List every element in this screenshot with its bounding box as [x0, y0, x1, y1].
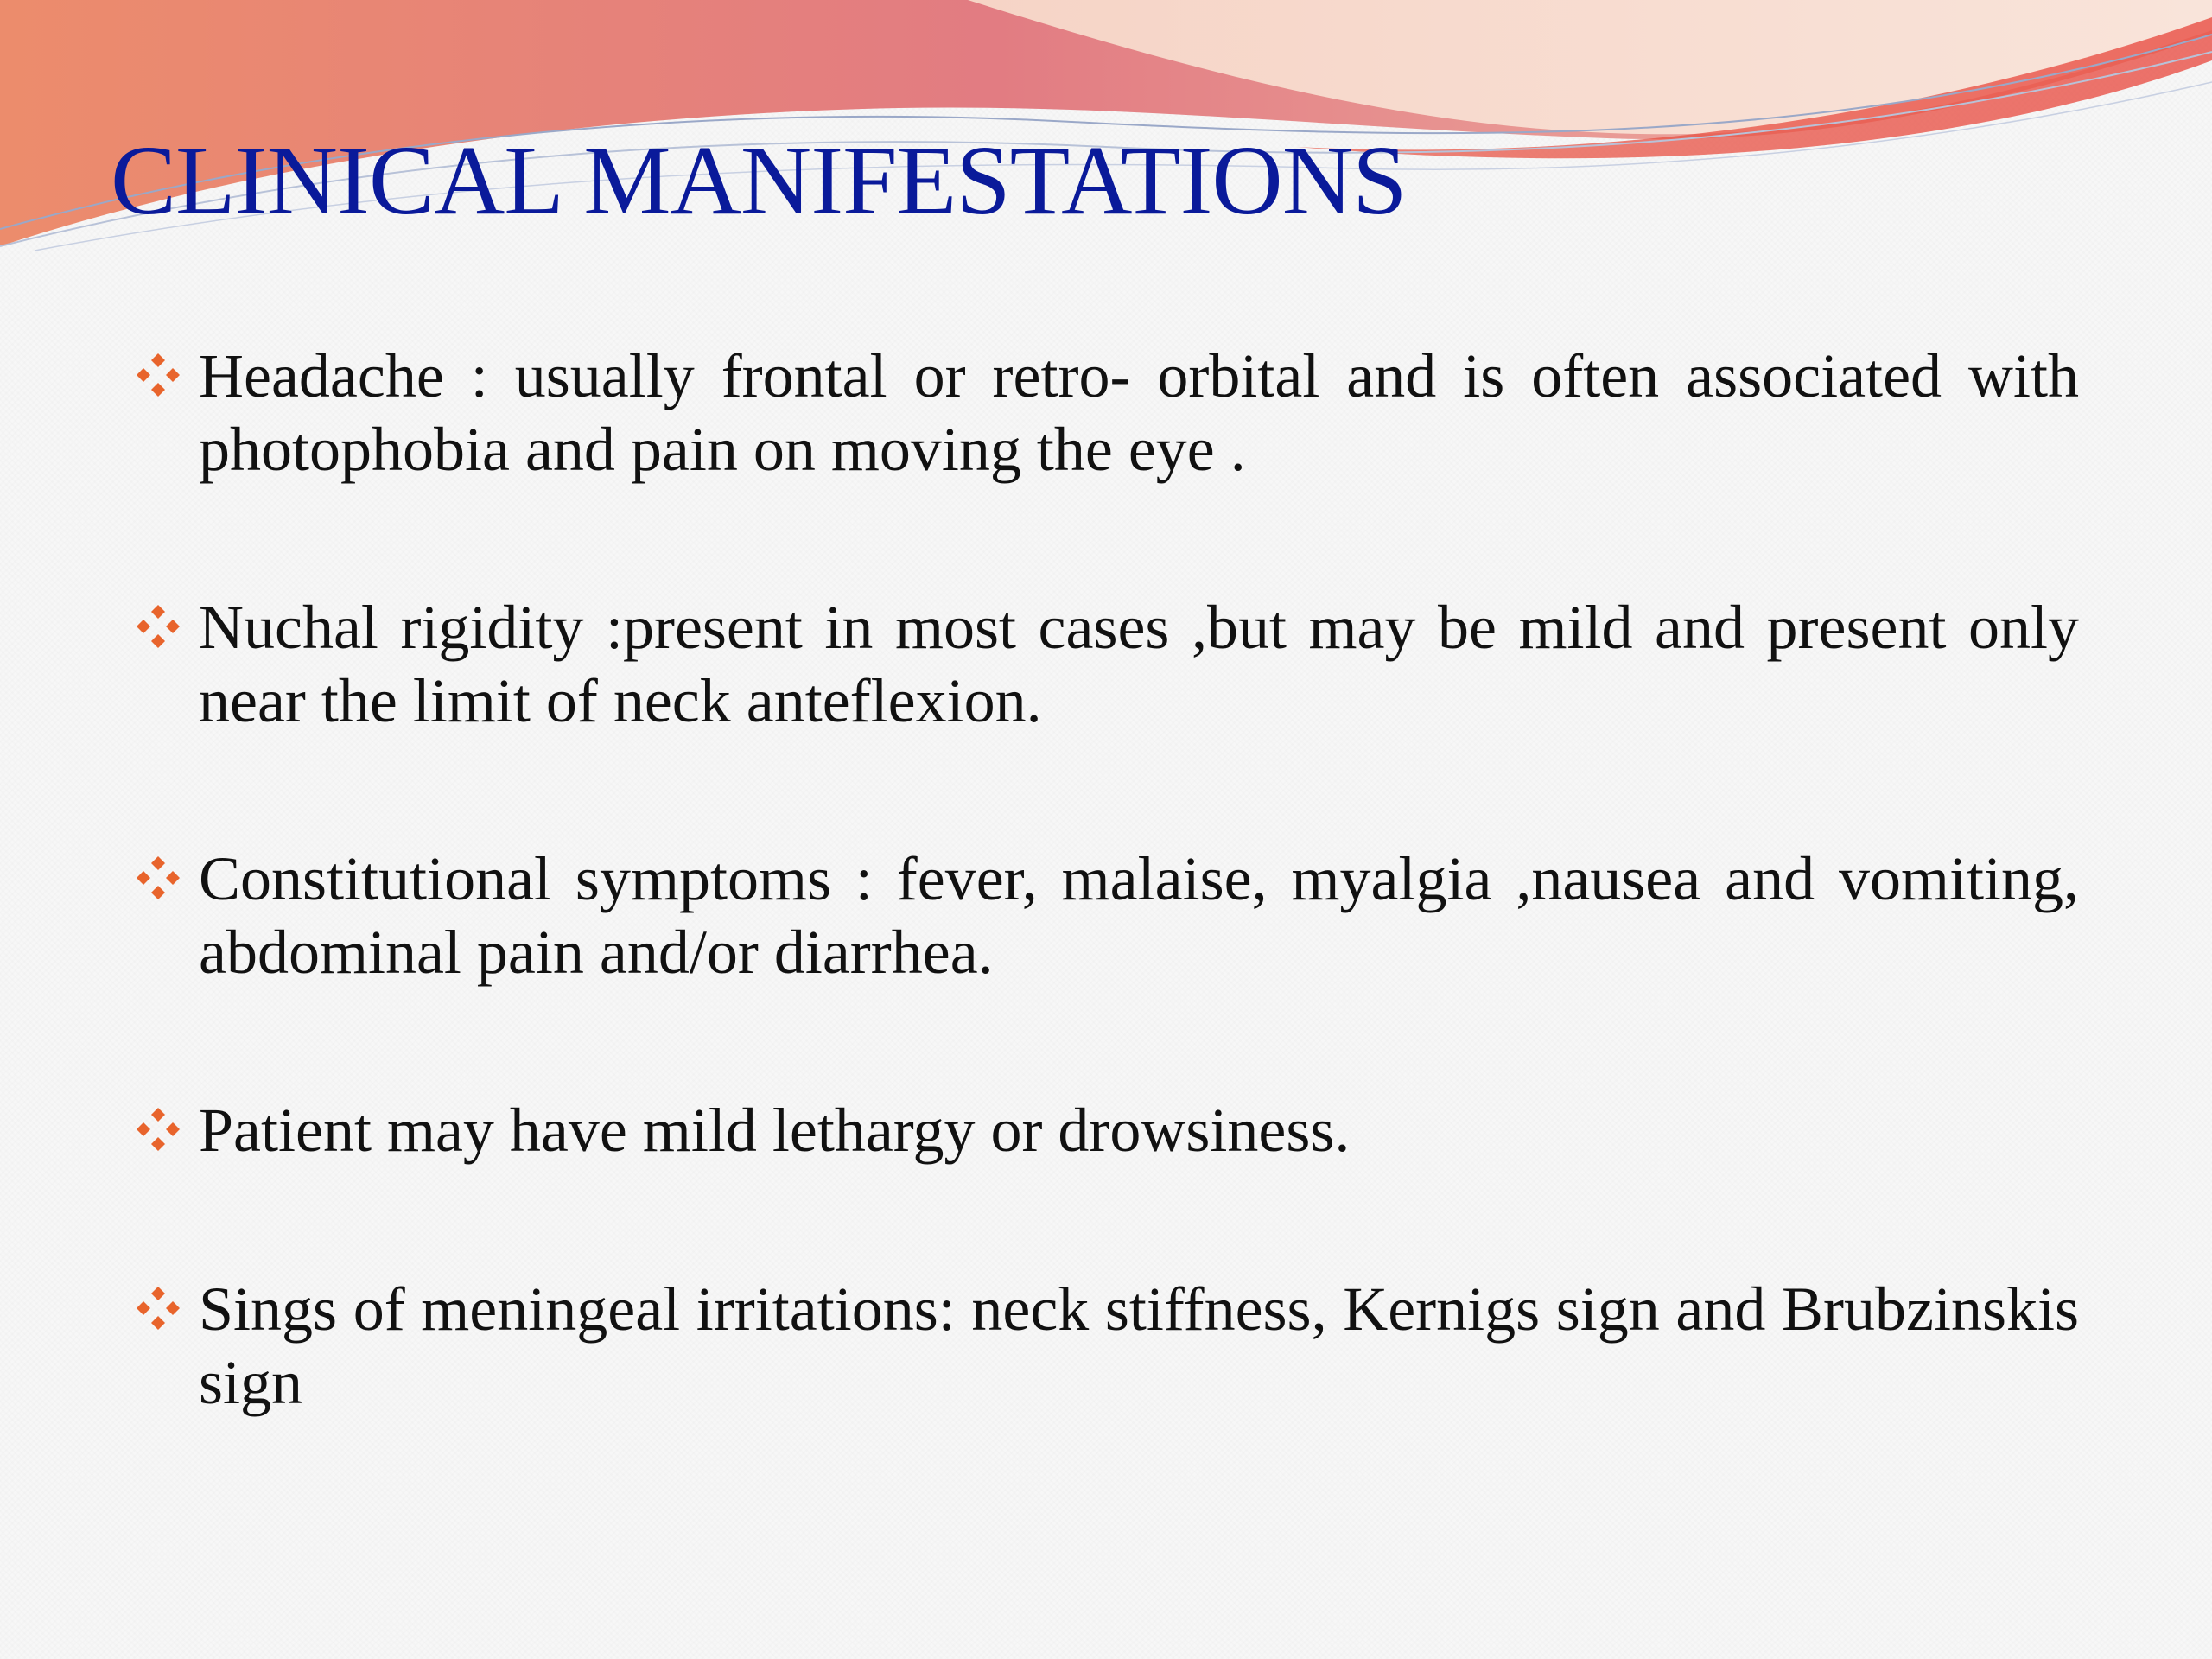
diamond-bullet-icon	[135, 603, 181, 650]
diamond-bullet-icon	[135, 855, 181, 901]
diamond-bullet-icon	[135, 1285, 181, 1332]
bullet-text: Sings of meningeal irritations: neck stiffness, Kernigs sign and Brubzinskis sign	[199, 1274, 2079, 1417]
bullet-text: Patient may have mild lethargy or drowsiness.	[199, 1096, 1351, 1165]
bullet-text: Nuchal rigidity :present in most cases ,but may be mild and present only near the limit of neck anteflexion.	[199, 593, 2079, 735]
slide-title: CLINICAL MANIFESTATIONS	[111, 125, 1407, 235]
bullet-text: Constitutional symptoms : fever, malaise, myalgia ,nausea and vomiting, abdominal pain and/or diarrhea.	[199, 844, 2079, 987]
bullet-text: Headache : usually frontal or retro- orbital and is often associated with photophobia and pain on moving the eye .	[199, 341, 2079, 484]
diamond-bullet-icon	[135, 352, 181, 398]
diamond-bullet-icon	[135, 1106, 181, 1153]
